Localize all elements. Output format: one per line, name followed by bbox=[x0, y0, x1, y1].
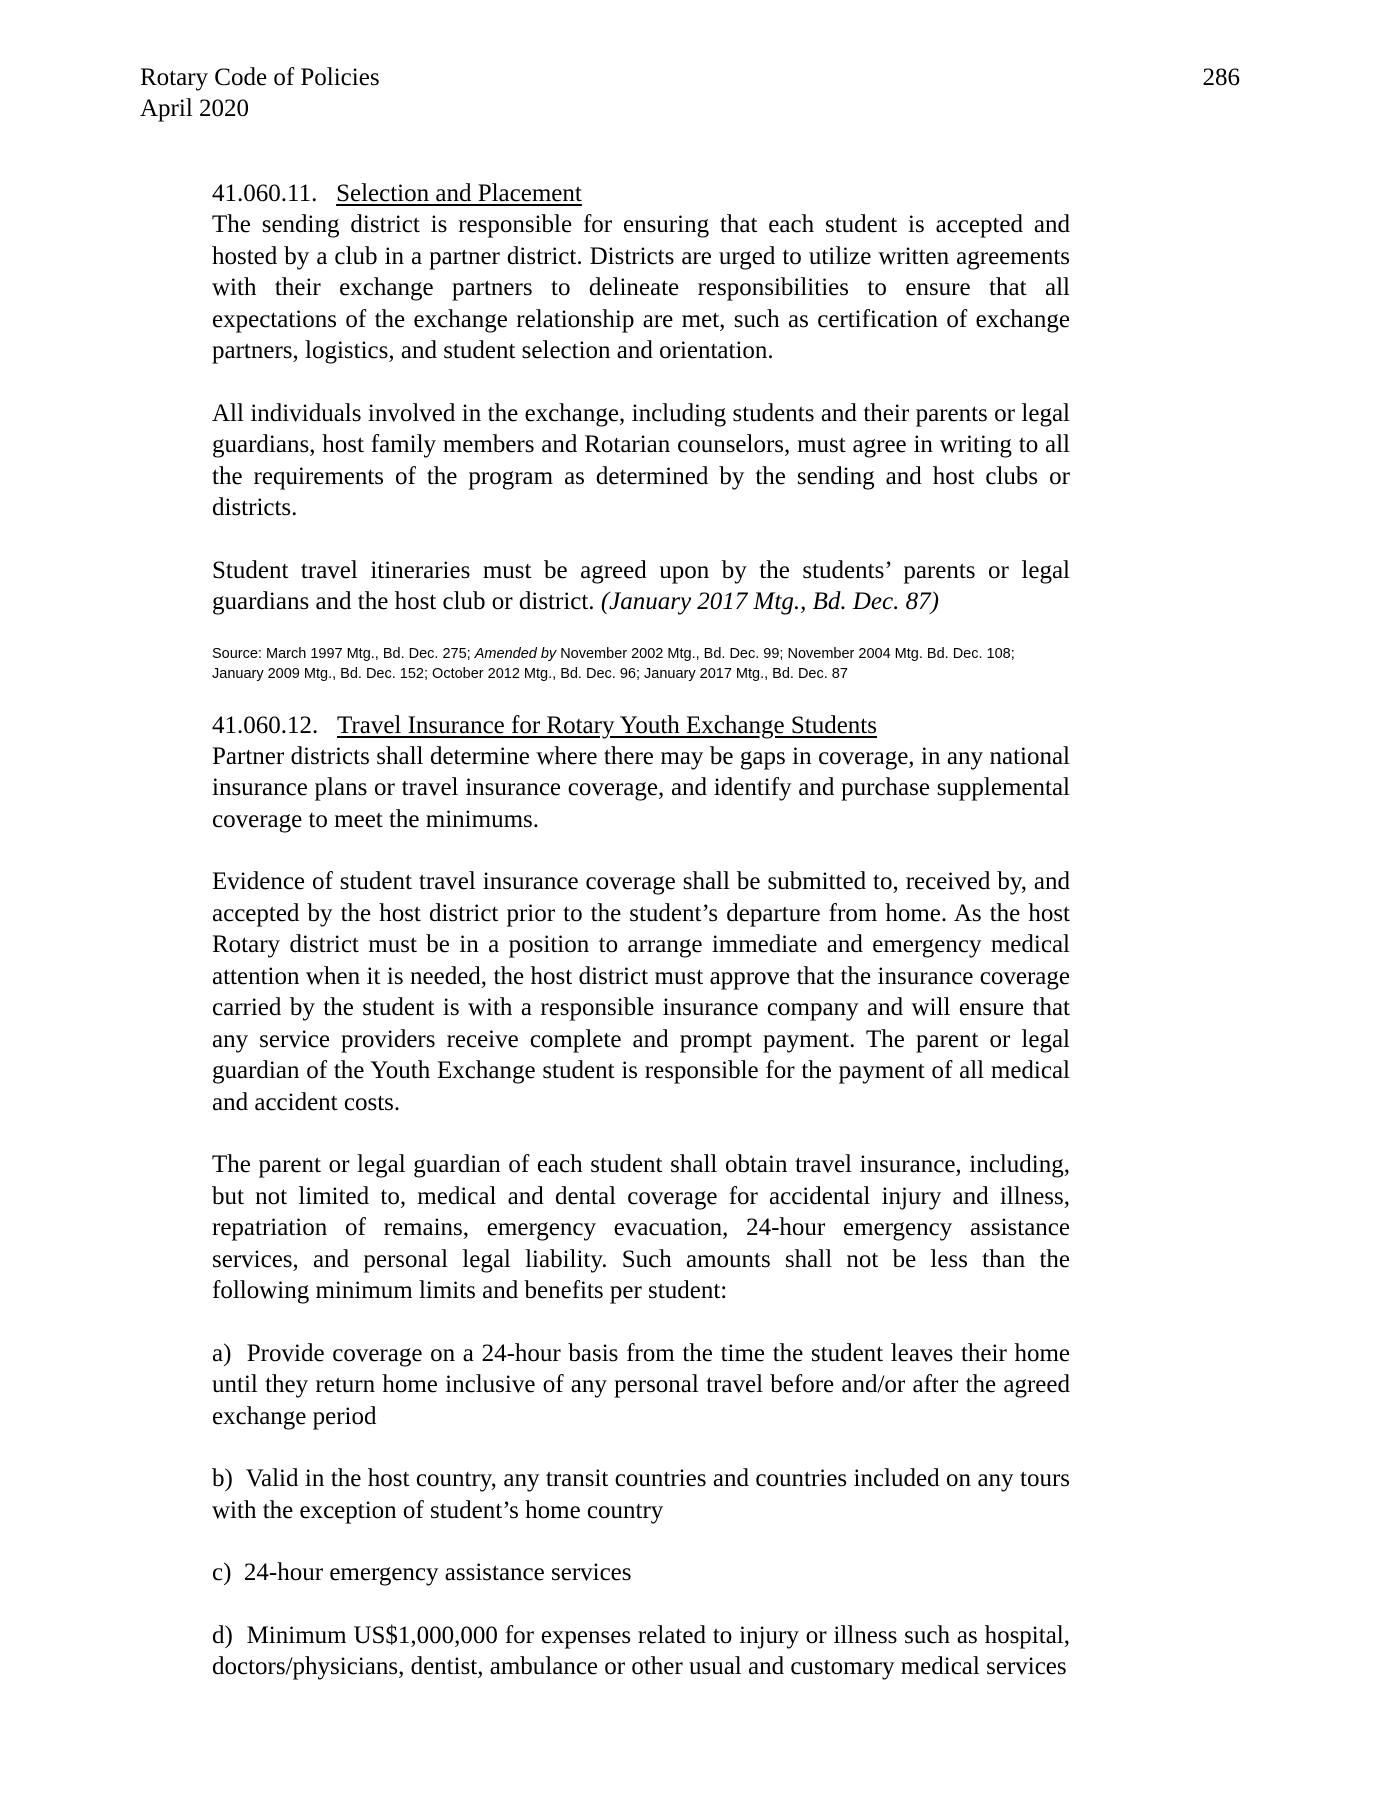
list-item-text: Minimum US$1,000,000 for expenses related to injury or illness such as hospital, doctors/physicians, dentist, ambulance or other usual and customary medical services bbox=[212, 1621, 1070, 1680]
paragraph-spacer bbox=[212, 835, 1070, 866]
source-rest: November 2002 Mtg., Bd. Dec. 99; November 2004 Mtg. Bd. Dec. 108; January 2009 Mtg., Bd. Dec. 152; October 2012 Mtg., Bd. Dec. 96; January 2017 Mtg., Bd. Dec. 87 bbox=[212, 645, 1015, 682]
paragraph-spacer bbox=[212, 1432, 1070, 1463]
section-title: Travel Insurance for Rotary Youth Exchange Students bbox=[337, 711, 877, 739]
paragraph-spacer bbox=[212, 1307, 1070, 1338]
paragraph-with-citation bbox=[212, 555, 1070, 618]
section-heading-41-060-11 bbox=[212, 178, 1070, 209]
list-item-marker: b) bbox=[212, 1465, 233, 1492]
source-note bbox=[212, 644, 1070, 684]
paragraph-spacer bbox=[212, 1118, 1070, 1149]
document-body bbox=[212, 178, 1070, 1683]
paragraph-spacer bbox=[212, 618, 1070, 644]
list-item-marker: c) bbox=[212, 1559, 232, 1586]
section-title: Selection and Placement bbox=[336, 180, 582, 207]
page-header bbox=[140, 62, 1240, 124]
page-number: 286 bbox=[1202, 64, 1240, 91]
paragraph-spacer bbox=[212, 1526, 1070, 1557]
section-heading-41-060-12 bbox=[212, 710, 1070, 741]
paragraph-spacer bbox=[212, 367, 1070, 398]
paragraph: All individuals involved in the exchange, including students and their parents or legal guardians, host family members and Rotarian counselors, must agree in writing to all the requirements of the program as determined by the sending and host clubs or districts. bbox=[212, 399, 1070, 521]
section-spacer bbox=[212, 684, 1070, 710]
section-number: 41.060.12. bbox=[212, 711, 319, 739]
document-title: Rotary Code of Policies bbox=[140, 64, 380, 91]
source-label: Source: March 1997 Mtg., Bd. Dec. 275; bbox=[212, 645, 475, 662]
section-number: 41.060.11. bbox=[212, 180, 318, 207]
list-item bbox=[212, 1557, 1070, 1589]
list-item bbox=[212, 1338, 1070, 1433]
list-item-marker: d) bbox=[212, 1621, 233, 1649]
paragraph-text: Student travel itineraries must be agreed upon by the students’ parents or legal guardians and the host club or district. bbox=[212, 556, 1070, 615]
list-item-marker: a) bbox=[212, 1339, 232, 1367]
list-item-text: Valid in the host country, any transit countries and countries included on any tours with the exception of student’s home country bbox=[212, 1465, 1070, 1524]
paragraph-spacer bbox=[212, 524, 1070, 555]
paragraph: Evidence of student travel insurance coverage shall be submitted to, received by, and accepted by the host district prior to the student’s departure from home. As the host Rotary district must be in a position to arrange immediate and emergency medical attention when it is needed, the host district must approve that the insurance coverage carried by the student is with a responsible insurance company and will ensure that any service providers receive complete and prompt payment. The parent or legal guardian of the Youth Exchange student is responsible for the payment of all medical and accident costs. bbox=[212, 868, 1070, 1116]
document-date: April 2020 bbox=[140, 95, 250, 122]
paragraph: Partner districts shall determine where there may be gaps in coverage, in any national insurance plans or travel insurance coverage, and identify and purchase supplemental coverage to meet the minimums. bbox=[212, 742, 1070, 833]
board-decision-citation: (January 2017 Mtg., Bd. Dec. 87) bbox=[600, 588, 939, 615]
list-item-text: 24-hour emergency assistance services bbox=[243, 1559, 632, 1586]
amended-by-label: Amended by bbox=[474, 645, 557, 662]
paragraph: The sending district is responsible for ensuring that each student is accepted and hosted by a club in a partner district. Districts are urged to utilize written agreements with their exchange partners to delineate responsibilities to ensure that all expectations of the exchange relationship are met, such as certification of exchange partners, logistics, and student selection and orientation. bbox=[212, 211, 1070, 364]
list-item-text: Provide coverage on a 24-hour basis from the time the student leaves their home until they return home inclusive of any personal travel before and/or after the agreed exchange period bbox=[212, 1339, 1070, 1430]
paragraph-spacer bbox=[212, 1589, 1070, 1620]
header-left-block bbox=[140, 62, 380, 124]
paragraph: The parent or legal guardian of each student shall obtain travel insurance, including, but not limited to, medical and dental coverage for accidental injury and illness, repatriation of remains, emergency evacuation, 24-hour emergency assistance services, and personal legal liability. Such amounts shall not be less than the following minimum limits and benefits per student: bbox=[212, 1151, 1070, 1304]
list-item bbox=[212, 1620, 1070, 1683]
list-item bbox=[212, 1463, 1070, 1526]
